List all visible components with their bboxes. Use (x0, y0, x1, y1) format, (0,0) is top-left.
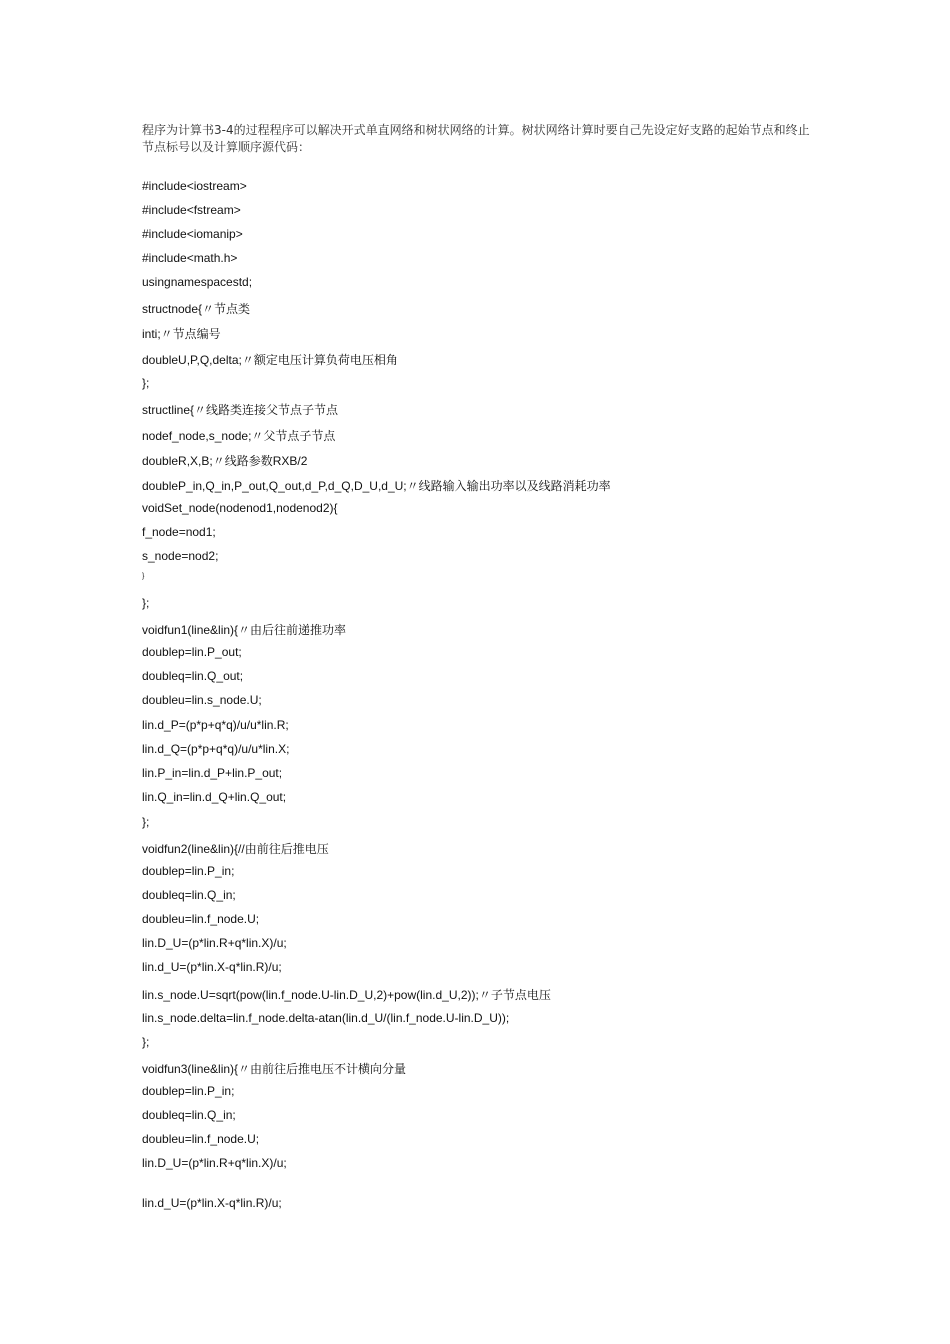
code-line: voidfun2(line&lin){//由前往后推电压 (142, 842, 329, 856)
code-line: lin.s_node.delta=lin.f_node.delta-atan(lin.d_U/(lin.f_node.U-lin.D_U)); (142, 1011, 510, 1025)
code-line: doubleR,X,B;〃线路参数RXB/2 (142, 454, 308, 468)
code-line: doublep=lin.P_out; (142, 645, 242, 659)
code-line: s_node=nod2; (142, 549, 219, 563)
code-line: doubleu=lin.f_node.U; (142, 1132, 260, 1146)
code-line: doubleu=lin.s_node.U; (142, 693, 262, 707)
code-line: nodef_node,s_node;〃父节点子节点 (142, 429, 336, 443)
code-line: } (142, 573, 145, 580)
code-line: doubleq=lin.Q_in; (142, 1108, 236, 1122)
code-line: #include<math.h> (142, 251, 238, 265)
code-line: lin.D_U=(p*lin.R+q*lin.X)/u; (142, 1156, 287, 1170)
code-line: doubleu=lin.f_node.U; (142, 912, 260, 926)
code-line: lin.d_U=(p*lin.X-q*lin.R)/u; (142, 960, 282, 974)
code-line: f_node=nod1; (142, 525, 216, 539)
code-line: doublep=lin.P_in; (142, 1084, 235, 1098)
code-line: lin.d_Q=(p*p+q*q)/u/u*lin.X; (142, 742, 290, 756)
code-line: doubleP_in,Q_in,P_out,Q_out,d_P,d_Q,D_U,d_U;〃线路输入输出功率以及线路消耗功率 (142, 479, 611, 493)
code-line: }; (142, 376, 150, 390)
code-line: #include<iostream> (142, 179, 247, 193)
code-line: usingnamespacestd; (142, 275, 253, 289)
code-line: structnode{〃节点类 (142, 302, 251, 316)
code-line: }; (142, 815, 150, 829)
code-line: lin.P_in=lin.d_P+lin.P_out; (142, 766, 283, 780)
code-line: }; (142, 596, 150, 610)
code-line: doubleq=lin.Q_in; (142, 888, 236, 902)
code-line: lin.d_U=(p*lin.X-q*lin.R)/u; (142, 1196, 282, 1210)
code-line: voidfun1(line&lin){〃由后往前递推功率 (142, 623, 347, 637)
code-line: lin.d_P=(p*p+q*q)/u/u*lin.R; (142, 718, 289, 732)
code-line: }; (142, 1035, 150, 1049)
code-line: inti;〃节点编号 (142, 327, 221, 341)
code-line: #include<iomanip> (142, 227, 243, 241)
code-line: structline{〃线路类连接父节点子节点 (142, 403, 339, 417)
code-line: lin.s_node.U=sqrt(pow(lin.f_node.U-lin.D_U,2)+pow(lin.d_U,2));〃子节点电压 (142, 988, 551, 1002)
code-line: #include<fstream> (142, 203, 241, 217)
intro-paragraph: 程序为计算书3-4的过程程序可以解决开式单直网络和树状网络的计算。树状网络计算时要自己先设定好支路的起始节点和终止节点标号以及计算顺序源代码： (142, 123, 810, 154)
code-line: lin.D_U=(p*lin.R+q*lin.X)/u; (142, 936, 287, 950)
code-line: lin.Q_in=lin.d_Q+lin.Q_out; (142, 790, 287, 804)
code-line: voidfun3(line&lin){〃由前往后推电压不计横向分量 (142, 1062, 407, 1076)
code-line: doubleU,P,Q,delta;〃额定电压计算负荷电压相角 (142, 353, 398, 367)
code-line: doubleq=lin.Q_out; (142, 669, 244, 683)
code-line: doublep=lin.P_in; (142, 864, 235, 878)
code-line: voidSet_node(nodenod1,nodenod2){ (142, 501, 338, 515)
